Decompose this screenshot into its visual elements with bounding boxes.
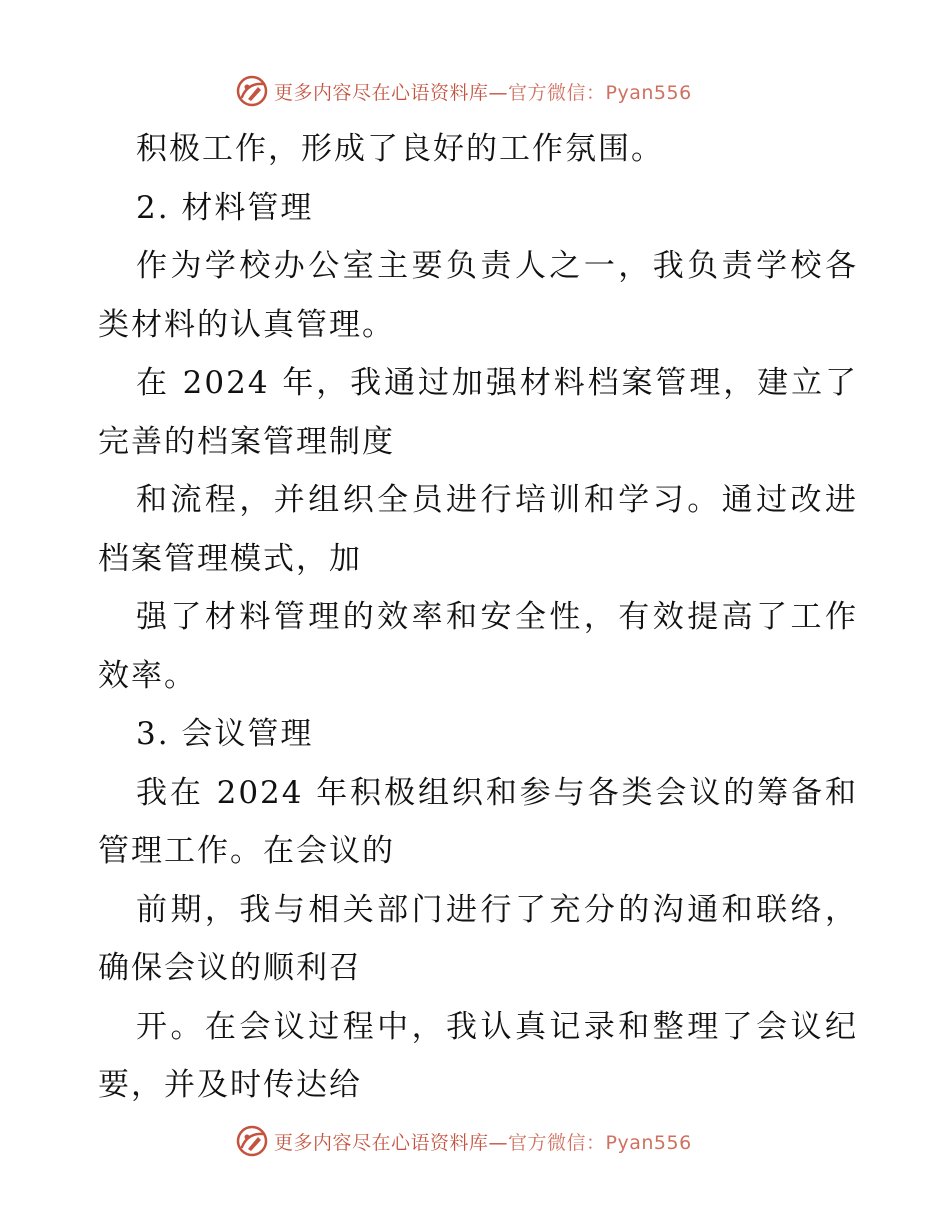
watermark-footer bbox=[236, 1124, 692, 1158]
watermark-text: 更多内容尽在心语资料库—官方微信：Pyan556 bbox=[274, 81, 692, 104]
document-body bbox=[98, 120, 858, 1115]
paragraph: 在 2024 年，我通过加强材料档案管理，建立了完善的档案管理制度 bbox=[98, 365, 858, 460]
paragraph: 前期，我与相关部门进行了充分的沟通和联络，确保会议的顺利召 bbox=[98, 891, 858, 986]
brand-logo-icon bbox=[236, 1125, 268, 1157]
watermark-header bbox=[236, 74, 692, 108]
section-heading-meetings: 3. 会议管理 bbox=[136, 716, 314, 752]
brand-logo-icon bbox=[236, 75, 268, 107]
section-heading-materials: 2. 材料管理 bbox=[136, 189, 314, 226]
paragraph: 我在 2024 年积极组织和参与各类会议的筹备和管理工作。在会议的 bbox=[98, 774, 858, 869]
paragraph: 和流程，并组织全员进行培训和学习。通过改进档案管理模式，加 bbox=[98, 482, 858, 577]
paragraph: 积极工作，形成了良好的工作氛围。 bbox=[136, 131, 664, 167]
paragraph: 开。在会议过程中，我认真记录和整理了会议纪要，并及时传达给 bbox=[98, 1008, 858, 1103]
paragraph: 作为学校办公室主要负责人之一，我负责学校各类材料的认真管理。 bbox=[98, 248, 858, 343]
paragraph: 强了材料管理的效率和安全性，有效提高了工作效率。 bbox=[98, 599, 858, 694]
watermark-text: 更多内容尽在心语资料库—官方微信：Pyan556 bbox=[274, 1131, 692, 1154]
